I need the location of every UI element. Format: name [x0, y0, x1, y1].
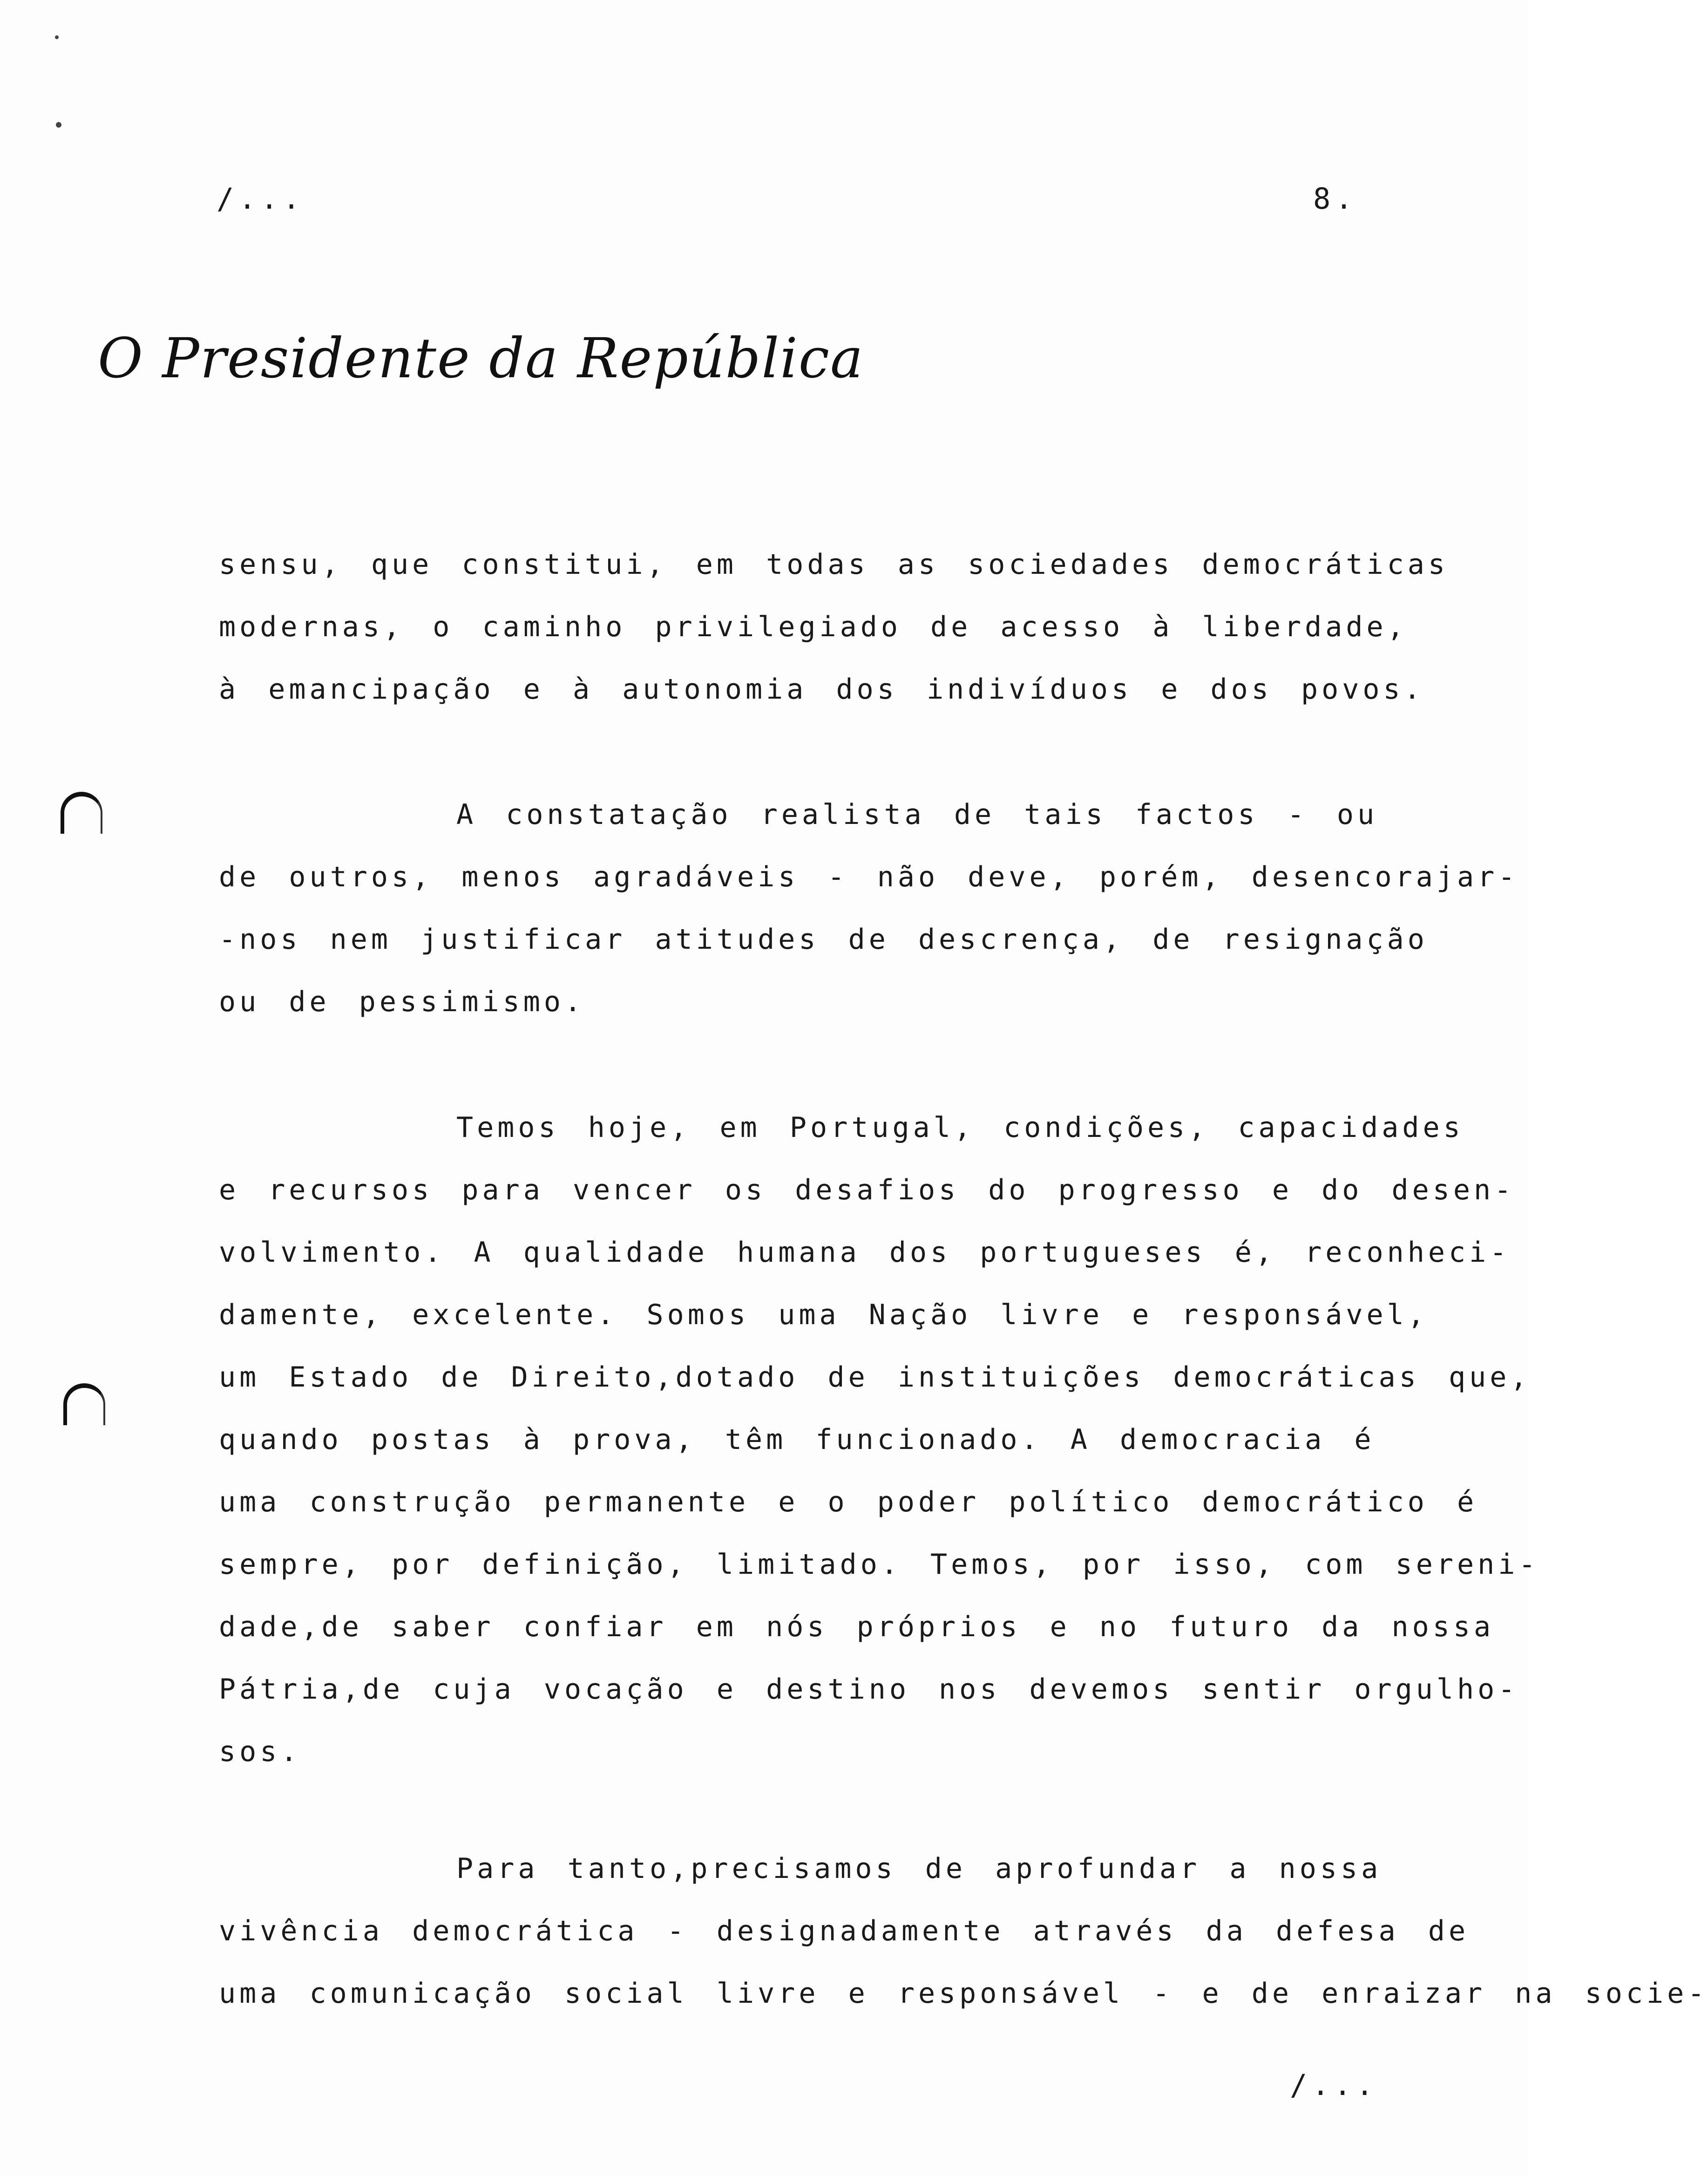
continuation-mark-footer: /...: [1290, 2068, 1378, 2102]
punch-hole-bottom: [63, 1383, 105, 1425]
text-line: um Estado de Direito,dotado de instituições democráticas que,: [219, 1361, 1531, 1394]
text-line: ou de pessimismo.: [219, 986, 585, 1018]
margin-dot-top: [55, 35, 59, 39]
text-line: e recursos para vencer os desafios do progresso e do desen-: [219, 1174, 1515, 1206]
text-line: à emancipação e à autonomia dos indivíduos e dos povos.: [219, 673, 1424, 706]
text-line: de outros, menos agradáveis - não deve, porém, desencorajar-: [219, 861, 1519, 893]
paragraph-3: [219, 1096, 1539, 1783]
text-line: -nos nem justificar atitudes de descrença, de resignação: [219, 923, 1428, 956]
text-line: sos.: [219, 1735, 301, 1768]
text-line: sensu, que constitui, em todas as sociedades democráticas: [219, 548, 1449, 581]
text-line: sempre, por definição, limitado. Temos, por isso, com sereni-: [219, 1548, 1539, 1581]
text-line: quando postas à prova, têm funcionado. A democracia é: [219, 1423, 1375, 1456]
text-line: Pátria,de cuja vocação e destino nos devemos sentir orgulho-: [219, 1673, 1519, 1706]
paragraph-1: [219, 533, 1449, 721]
page-number: 8.: [1313, 182, 1357, 216]
paragraph-4: [219, 1837, 1708, 2025]
continuation-mark-header: /...: [217, 182, 305, 216]
text-line: uma comunicação social livre e responsável - e de enraizar na socie-: [219, 1977, 1708, 2010]
punch-hole-top: [61, 792, 102, 834]
text-line: Para tanto,precisamos de aprofundar a nossa: [456, 1852, 1382, 1885]
text-line: volvimento. A qualidade humana dos portugueses é, reconheci-: [219, 1236, 1511, 1269]
text-line: modernas, o caminho privilegiado de acesso à liberdade,: [219, 611, 1408, 643]
text-line: uma construção permanente e o poder político democrático é: [219, 1486, 1478, 1518]
text-line: A constatação realista de tais factos - ou: [456, 798, 1378, 831]
text-line: damente, excelente. Somos uma Nação livre e responsável,: [219, 1299, 1428, 1331]
text-line: Temos hoje, em Portugal, condições, capacidades: [456, 1111, 1464, 1144]
letterhead-title: O Presidente da República: [98, 326, 864, 390]
margin-dot: [56, 122, 61, 128]
text-line: dade,de saber confiar em nós próprios e no futuro da nossa: [219, 1611, 1495, 1643]
paragraph-2: [219, 783, 1519, 1033]
text-line: vivência democrática - designadamente através da defesa de: [219, 1915, 1470, 1947]
